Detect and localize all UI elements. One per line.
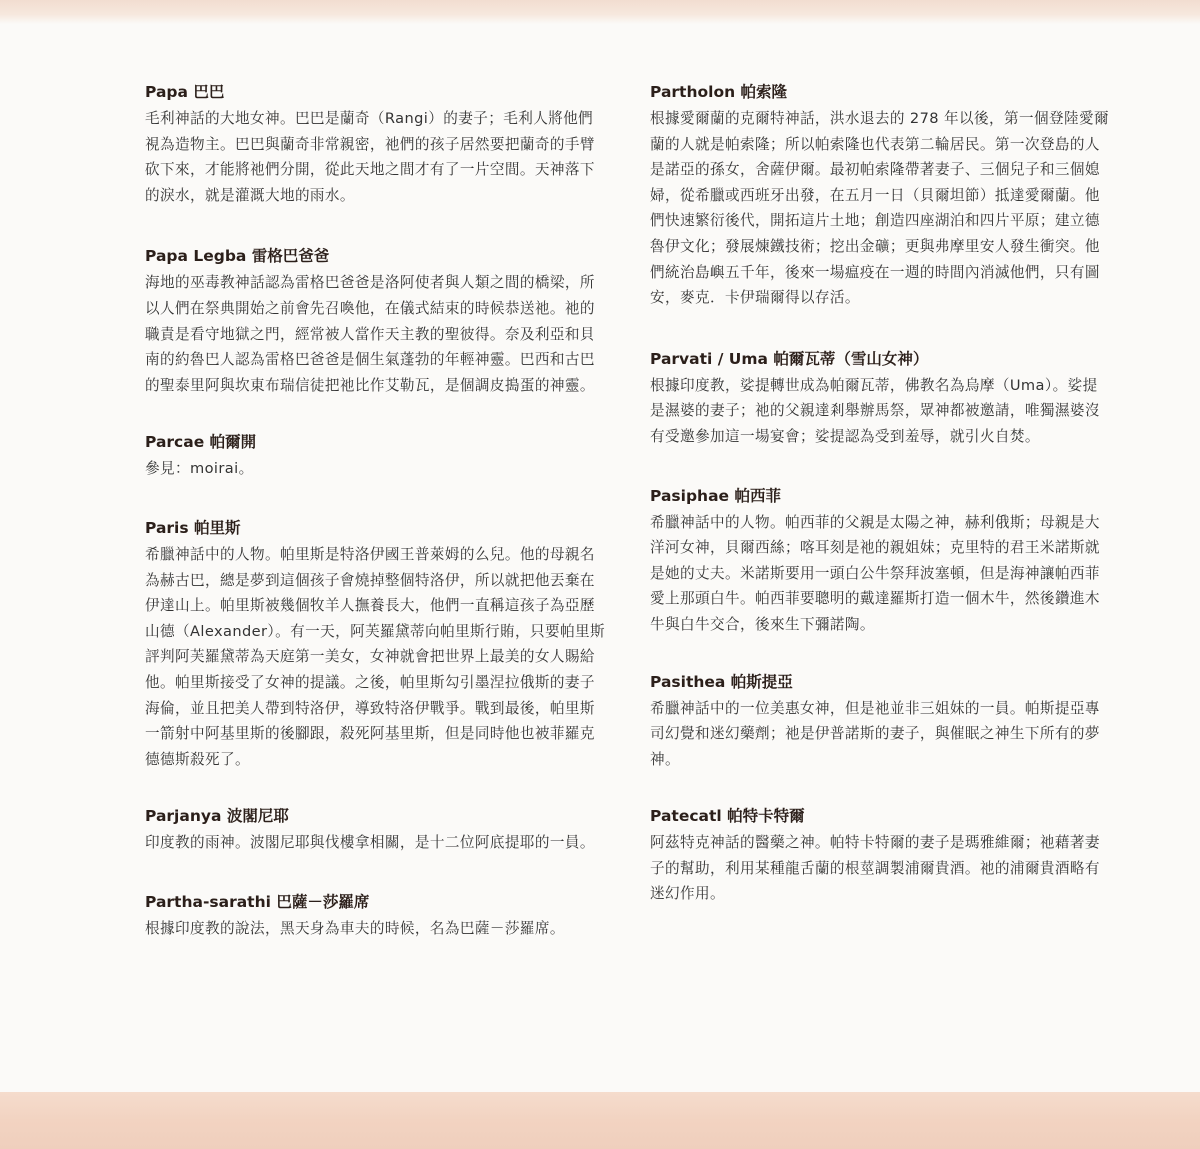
entry-partholon [650, 80, 1110, 311]
entry-body: 希臘神話中的人物。帕里斯是特洛伊國王普萊姆的么兒。他的母親名為赫古巴，總是夢到這個孩子會燒掉整個特洛伊，所以就把他丟棄在伊達山上。帕里斯被幾個牧羊人撫養長大，他們一直稱這孩子為亞歷山德（Alexander）。有一天，阿芙羅黛蒂向帕里斯行賄，只要帕里斯評判阿芙羅黛蒂為天庭第一美女，女神就會把世界上最美的女人賜給他。帕里斯接受了女神的提議。之後，帕里斯勾引墨涅拉俄斯的妻子海倫，並且把美人帶到特洛伊，導致特洛伊戰爭。戰到最後，帕里斯一箭射中阿基里斯的後腳跟，殺死阿基里斯，但是同時他也被菲羅克德德斯殺死了。 [145, 545, 605, 768]
entry-body: 阿茲特克神話的醫藥之神。帕特卡特爾的妻子是瑪雅維爾；祂藉著妻子的幫助，利用某種龍舌蘭的根莖調製浦爾貴酒。祂的浦爾貴酒略有迷幻作用。 [650, 834, 1100, 903]
entry-title: Parcae 帕爾開 [145, 433, 257, 452]
entry-paris [145, 516, 605, 772]
entry-body: 根據愛爾蘭的克爾特神話，洪水退去的 278 年以後，第一個登陸愛爾蘭的人就是帕索隆；所以帕索隆也代表第二輪居民。第一次登島的人是諾亞的孫女，舍薩伊爾。最初帕索隆帶著妻子、三個兒子和三個媳婦，從希臘或西班牙出發，在五月一日（貝爾坦節）抵達愛爾蘭。他們快速繁衍後代，開拓這片土地；創造四座湖泊和四片平原；建立德魯伊文化；發展煉鐵技術；挖出金礦；更與弗摩里安人發生衝突。他們統治島嶼五千年，後來一場瘟疫在一週的時間內消滅他們，只有圖安，麥克．卡伊瑞爾得以存活。 [650, 110, 1109, 307]
entry-title: Patecatl 帕特卡特爾 [650, 807, 805, 826]
entry-title: Papa Legba 雷格巴爸爸 [145, 247, 330, 266]
bottom-decorative-band [0, 1092, 1200, 1149]
entry-body: 參見：moirai。 [145, 460, 254, 478]
entry-body: 希臘神話中的人物。帕西菲的父親是太陽之神，赫利俄斯；母親是大洋河女神，貝爾西絲；喀耳刻是祂的親姐妹；克里特的君王米諾斯就是她的丈夫。米諾斯要用一頭白公牛祭拜波塞頓，但是海神讓帕西菲愛上那頭白牛。帕西菲要聰明的戴達羅斯打造一個木牛，然後鑽進木牛與白牛交合，後來生下彌諾陶。 [650, 513, 1100, 633]
entry-pasiphae [650, 484, 1110, 638]
entry-title: Partholon 帕索隆 [650, 83, 788, 101]
entry-papa-legba [145, 244, 605, 398]
entry-body: 根據印度教的說法，黑天身為車夫的時候，名為巴薩－莎羅席。 [145, 919, 565, 937]
top-decorative-band [0, 0, 1200, 24]
right-column [650, 80, 1110, 945]
left-column [145, 80, 605, 979]
entry-title: Pasithea 帕斯提亞 [650, 672, 793, 691]
entry-body: 印度教的雨神。波閣尼耶與伐樓拿相關，是十二位阿底提耶的一員。 [145, 834, 595, 852]
entry-parcae [145, 430, 605, 482]
entry-patecatl [650, 804, 1110, 907]
entry-title: Parjanya 波閣尼耶 [145, 807, 289, 826]
entry-title: Pasiphae 帕西菲 [650, 486, 781, 505]
entry-title: Paris 帕里斯 [145, 518, 241, 537]
entry-body: 根據印度教，娑提轉世成為帕爾瓦蒂，佛教名為烏摩（Uma）。娑提是濕婆的妻子；祂的父親達剎舉辦馬祭，眾神都被邀請，唯獨濕婆沒有受邀參加這一場宴會；娑提認為受到羞辱，就引火自焚。 [650, 376, 1100, 445]
entry-parjanya [145, 804, 605, 856]
entry-parvati [650, 347, 1110, 450]
entry-title: Papa 巴巴 [145, 83, 225, 101]
entry-title: Partha-sarathi 巴薩－莎羅席 [145, 892, 370, 911]
entry-body: 毛利神話的大地女神。巴巴是蘭奇（Rangi）的妻子；毛利人將他們視為造物主。巴巴與蘭奇非常親密，祂們的孩子居然要把蘭奇的手臂砍下來，才能將祂們分開，從此天地之間才有了一片空間。天神落下的淚水，就是灌溉大地的雨水。 [145, 110, 595, 204]
entry-pasithea [650, 670, 1110, 773]
entry-papa [145, 80, 605, 208]
entry-body: 希臘神話中的一位美惠女神，但是祂並非三姐妹的一員。帕斯提亞專司幻覺和迷幻藥劑；祂是伊普諾斯的妻子，與催眠之神生下所有的夢神。 [650, 699, 1100, 768]
entry-partha-sarathi [145, 890, 605, 942]
entry-title: Parvati / Uma 帕爾瓦蒂（雪山女神） [650, 349, 929, 368]
entry-body: 海地的巫毒教神話認為雷格巴爸爸是洛阿使者與人類之間的橋梁，所以人們在祭典開始之前會先召喚他，在儀式結束的時候恭送祂。祂的職責是看守地獄之門，經常被人當作天主教的聖彼得。奈及利亞和貝南的約魯巴人認為雷格巴爸爸是個生氣蓬勃的年輕神靈。巴西和古巴的聖泰里阿與坎東布瑞信徒把祂比作艾勒瓦，是個調皮搗蛋的神靈。 [145, 274, 595, 394]
